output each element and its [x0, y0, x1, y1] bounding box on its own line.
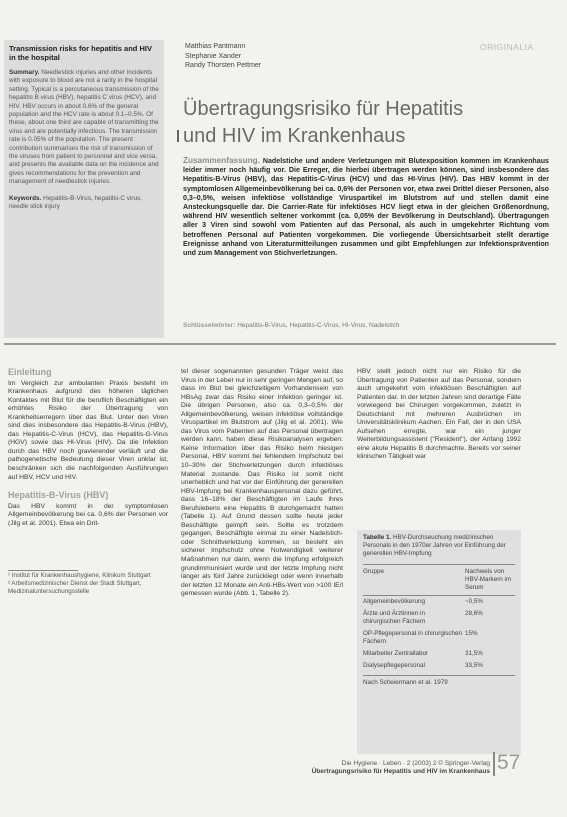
table-header-value: Nachweis von HBV-Markern im Serum [465, 568, 512, 591]
table-1 [357, 530, 521, 754]
table-cell-value: 15% [465, 630, 478, 637]
english-keywords [9, 195, 159, 212]
article-title [183, 96, 553, 150]
english-summary [9, 69, 159, 187]
body-column-3: HBV stellt jedoch nicht nur ein Risiko für die Übertragung von Patienten auf das Personal, sondern auch umgekehrt vom infektiösen Beschäftigten auf Patienten dar. In der letzten Jahren sind derartige Fälle vorwiegend bei Chirurgen vorgekommen, zuletzt in Deutschland mit mehreren Ausbrüchen im Universitätsklinikum Aachen. Ein Fall, der in den USA Aufsehen erregte, war ein junger Weiterbildungsassistent ("Resident"), der Anfang 1992 eine akute Hepatitis B durchmachte. Bereits vor seiner klinischen Tätigkeit war [357, 368, 521, 461]
table-header [363, 564, 515, 596]
german-keywords-text: Hepatitis-B-Virus, Hepatitis-C-Virus, HI-Virus, Nadelstich [237, 322, 400, 329]
body-column-1 [8, 368, 168, 528]
german-keywords [183, 322, 549, 331]
english-abstract-box [4, 40, 164, 338]
german-keywords-label: Schlüsselwörter: [183, 322, 236, 329]
table-cell-group: OP-Pflegepersonal in chirurgischen Fächern [363, 630, 463, 645]
page-footer [300, 760, 490, 776]
footer-running-title: Übertragungsrisiko für Hepatitis und HIV im Krankenhaus [311, 768, 490, 775]
title-line-1: Übertragungsrisiko für Hepatitis [183, 98, 464, 120]
table-row [363, 648, 515, 660]
abstract-text: Nadelstiche und andere Verletzungen mit Blutexposition kommen im Krankenhaus leider immer noch häufig vor. Die Erreger, die hierbei übertragen werden können, sind insbesondere das Hepatitis-B-Virus (HBV), das Hepatitis-C-Virus (HCV) und das HI-Virus (HIV). Das HBV kommt in der symptomlosen Allgemeinbevölkerung bei ca. 0,6% der Personen vor, etwa zwei Drittel dieser Personen, also 0,3–0,5%, weisen infektiöse vollständige Viruspartikel im Blutstrom auf und stellen damit eine Ansteckungsquelle dar. Die Carrier-Rate für infektiöses HCV liegt etwa in der gleichen Größenordnung, während HIV wesentlich seltener vorkommt (ca. 0,05% der Bevölkerung in Deutschland). Übertragungen aller 3 Viren sind sowohl vom Patienten auf das Personal, als auch in umgekehrter Richtung vom betroffenen Personal auf Patienten vorgekommen. Die vorliegende Übersichtsarbeit stellt derartige Ereignisse anhand von Literaturmitteilungen zusammen und gibt Empfehlungen zur Infektionsprävention und zum Management von Stichverletzungen. [183, 157, 549, 258]
table-caption [363, 534, 515, 558]
affiliations [8, 572, 168, 596]
footer-journal: Die Hygiene · Leben · 2 (2003) 2 © Springer-Verlag [341, 760, 490, 767]
footer-divider [493, 752, 495, 776]
table-row [363, 628, 515, 648]
author-list [185, 42, 261, 71]
page-number: 57 [497, 751, 521, 774]
table-row [363, 608, 515, 628]
table-cell-value: 33,5% [465, 662, 483, 669]
keywords-text: Hepatitis-B-Virus, hepatitis-C virus, needle stick injury [9, 194, 143, 211]
section-divider [4, 343, 556, 345]
footnote-divider [8, 570, 78, 571]
table-caption-label: Tabelle 1. [363, 534, 392, 541]
keywords-label: Keywords. [9, 194, 42, 202]
table-header-group: Gruppe [363, 568, 385, 575]
author-2: Stephanie Xander [185, 52, 242, 60]
hbv-text: Das HBV kommt in der symptomlosen Allgemeinbevölkerung bei ca. 0,6% der Personen vor (Jilg et al. 2001). Etwa ein Drit- [8, 502, 168, 527]
table-row [363, 660, 515, 672]
table-cell-group: Allgemeinbevölkerung [363, 598, 425, 605]
table-source: Nach Scheiermann et al. 1979 [363, 675, 515, 687]
table-cell-value: ~0,5% [465, 598, 484, 605]
table-caption-text: HBV-Durchseuchung medizinischen Personals in den 1970er Jahren vor Einführung der generellen HBV-Impfung [363, 534, 506, 557]
affiliation-2: ² Arbeitsmedizinischer Dienst der Stadt Stuttgart, Medizinaluntersuchungsstelle [8, 580, 142, 595]
introduction-text: Im Vergleich zur ambulanten Praxis besteht im Krankenhaus aufgrund des höheren täglichen Kontaktes mit Blut für die beruflich Beschäftigten ein erhöhtes Risiko der Übertragung von Krankheitserregern über das Blut. Unter den Viren sind dies insbesondere das Hepatitis-B-Virus (HBV), das Hepatitis-C-Virus (HCV), das Hepatitis-G-Virus (HGV) sowie das HI-Virus (HIV). Da die Infektion durch das HBV noch gravierender verläuft und die pathogenetische Bedeutung dieser Viren unklar ist, beschränken sich die nachfolgenden Ausführungen auf HBV, HCV und HIV. [8, 379, 168, 481]
summary-label: Summary. [9, 69, 40, 76]
affiliation-1: ¹ Institut für Krankenhaushygiene, Klinikum Stuttgart [8, 572, 151, 579]
english-title: Transmission risks for hepatitis and HIV in the hospital [9, 44, 152, 62]
author-1: Matthias Pantmann [185, 43, 246, 50]
title-line-2: und HIV im Krankenhaus [183, 125, 406, 147]
table-cell-value: 28,6% [465, 610, 483, 617]
heading-hbv: Hepatitis-B-Virus (HBV) [8, 490, 109, 501]
table-row [363, 596, 515, 608]
table-cell-value: 31,5% [465, 650, 483, 657]
body-column-2: tel dieser sogenannten gesunden Träger weist das Virus in der Leber nur in sehr geringen Mengen auf, so dass im Blut bei gleichzeitigem Vorhandensein von HBsAg zwar das Risiko einer Infektion geringer ist. Die übrigen Personen, also ca. 0,3–0,5% der Allgemeinbevölkerung, weisen infektiöse vollständige Viruspartikel im Blutstrom auf (Jilg et al. 2001). Wie das Virus vom Patienten auf das Personal übertragen werden kann, haben diese Risikoanalysen ergeben: Keine Information über das Risiko beim hiesigen Personal, HBV kommt bei fehlendem Impfschutz bei 10–30% der Stichverletzungen durch infektiöses Material zustande. Das Risiko ist somit nicht unerheblich und hat vor der Einführung der generellen HBV-Impfung bei Krankenhauspersonal dazu geführt, dass 16–18% der Beschäftigten im Laufe ihres Berufslebens eine Hepatitis B durchgemacht hatten (Tabelle 1). Auf Grund dessen sollte heute jeder Beschäftigte geimpft sein. Sollte es trotzdem gegangen, Beschäftigte einmal zu einer Nadelstich- oder Schnittverletzung kommen, so besteht ein sicherer Impfschutz ohne Notwendigkeit weiterer Maßnahmen nur dann, wenn die Impfung erfolgreich grundimmunisiert wurde und der letzte Impfung nicht länger als fünf Jahre zurückliegt oder wenn innerhalb der letzten 12 Monate ein Anti-HBs-Wert von >100 IE/l gemessen wurde (Abb. 1, Tabelle 2). [181, 368, 343, 598]
table-cell-group: Dialysepflegepersonal [363, 662, 425, 669]
abstract-lead: Zusammenfassung. [183, 156, 260, 165]
table-cell-group: Ärzte und Ärztinnen in chirurgischen Fächern [363, 610, 426, 625]
heading-introduction: Einleitung [8, 367, 52, 377]
title-marker [177, 130, 179, 142]
section-label: ORIGINALIA [480, 42, 534, 52]
table-cell-group: Mitarbeiter Zentrallabor [363, 650, 429, 657]
author-3: Randy Thorsten Pettmer [185, 62, 262, 69]
german-abstract [183, 156, 549, 258]
summary-text: Needlestick injuries and other incidents with exposure to blood are not a rarity in the hospital setting. Typical is a percutaneous transmission of the hepatitis B virus (HBV), hepatitis C virus (HCV), and HIV. HBV occurs in about 0.6% of the general population and the HCV rate is about 0.1–0.5%. Of these, about one third are capable of transmitting the virus and are potentially infectious. The transmission rate is 0.05% of the population. The present contribution summarises the risk of transmission of the viruses from patient to personnel and vice versa, and presents the available data on the incidence and gives recommendations for the prevention and management of needlestick injuries. [9, 69, 159, 186]
